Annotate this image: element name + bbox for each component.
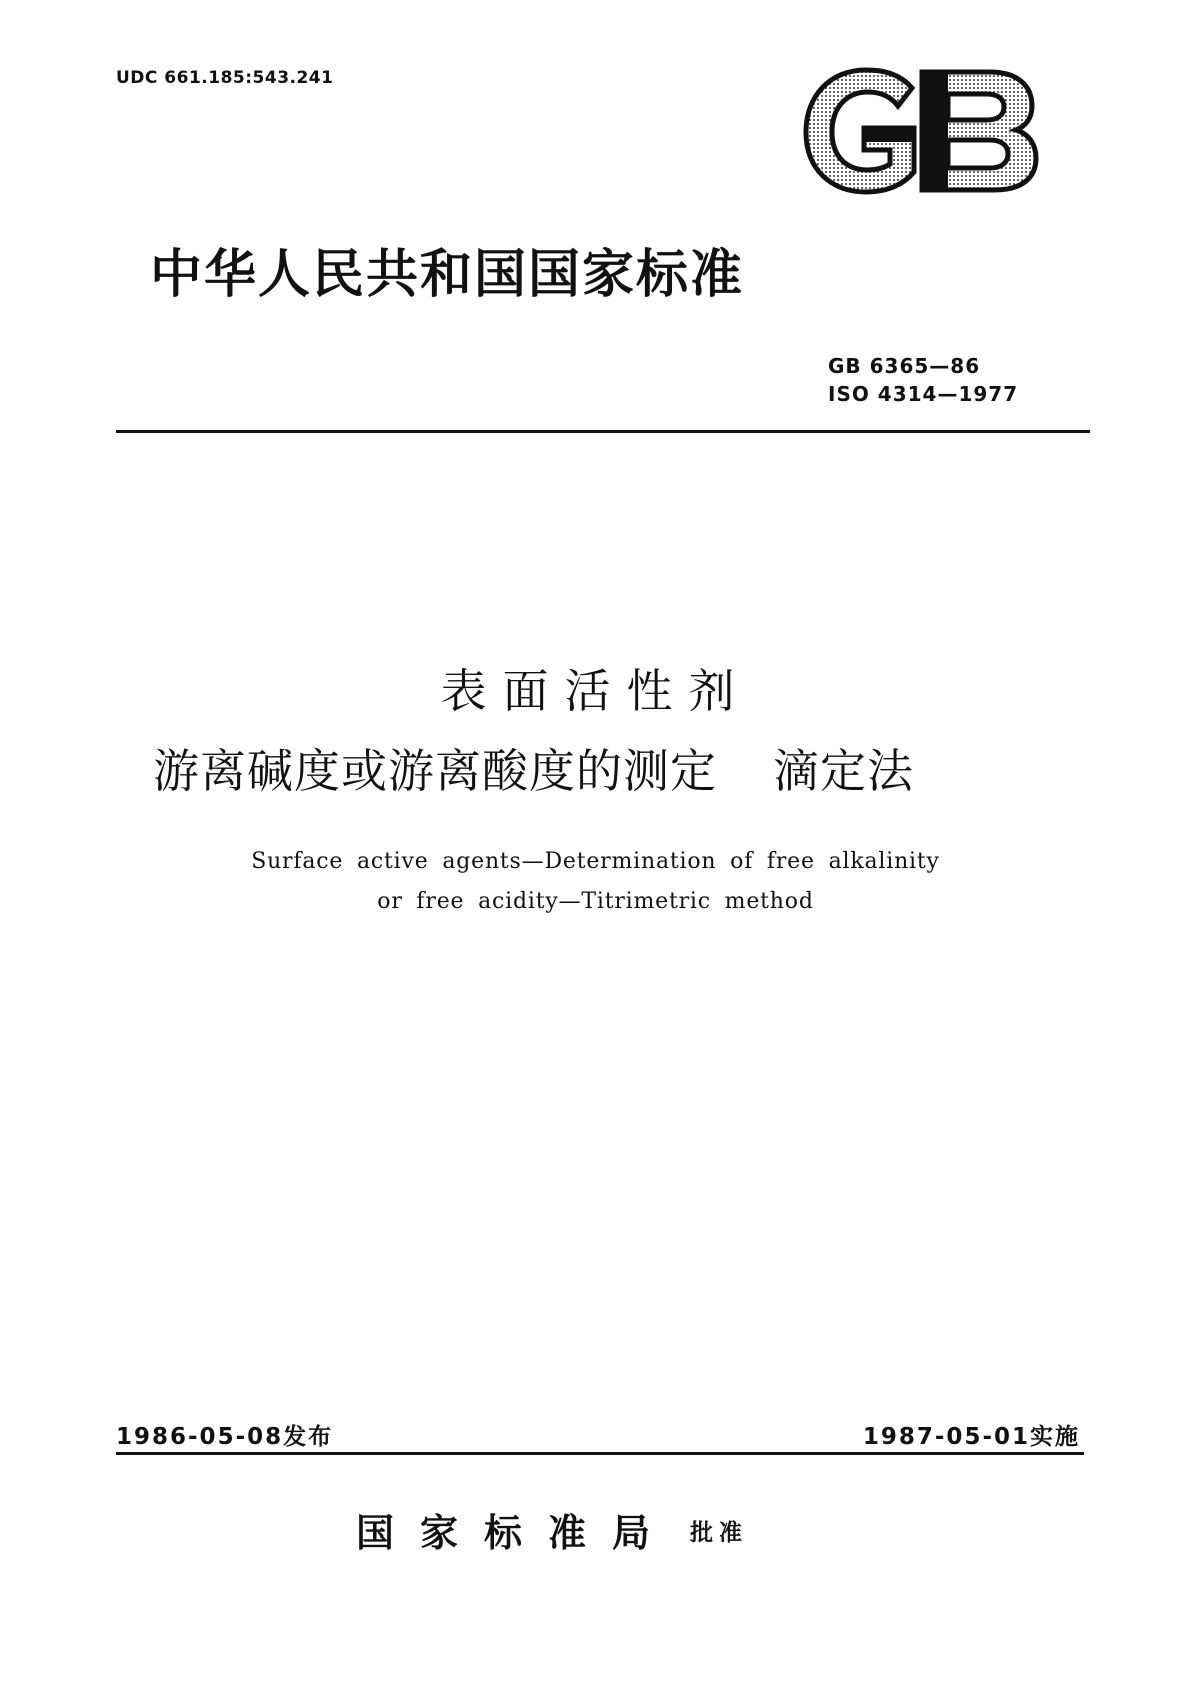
approval-line bbox=[356, 1502, 748, 1557]
header-divider bbox=[116, 430, 1090, 433]
english-title-line-2: or free acidity—Titrimetric method bbox=[377, 889, 814, 914]
iso-code: ISO 4314—1977 bbox=[828, 382, 1019, 406]
english-title-line-1: Surface active agents—Determination of free alkalinity bbox=[251, 849, 940, 874]
gb-logo bbox=[800, 66, 1040, 196]
approve-label: 批准 bbox=[690, 1520, 749, 1546]
bureau-name: 国家标准局 bbox=[356, 1511, 677, 1555]
chinese-title-line-2 bbox=[153, 735, 1053, 801]
standard-codes bbox=[828, 352, 1018, 408]
chinese-title-line-1: 表面活性剂 bbox=[440, 664, 751, 718]
udc-code: UDC 661.185:543.241 bbox=[116, 68, 334, 88]
national-standard-title: 中华人民共和国国家标准 bbox=[150, 245, 745, 305]
chinese-title-method: 滴定法 bbox=[773, 744, 914, 798]
english-title bbox=[0, 842, 1191, 922]
implementation-date: 1987-05-01实施 bbox=[862, 1424, 1080, 1450]
chinese-title-subject: 游离碱度或游离酸度的测定 bbox=[153, 744, 717, 798]
issue-date: 1986-05-08发布 bbox=[116, 1424, 334, 1450]
gb-code: GB 6365—86 bbox=[828, 354, 981, 378]
footer-divider bbox=[116, 1452, 1084, 1455]
